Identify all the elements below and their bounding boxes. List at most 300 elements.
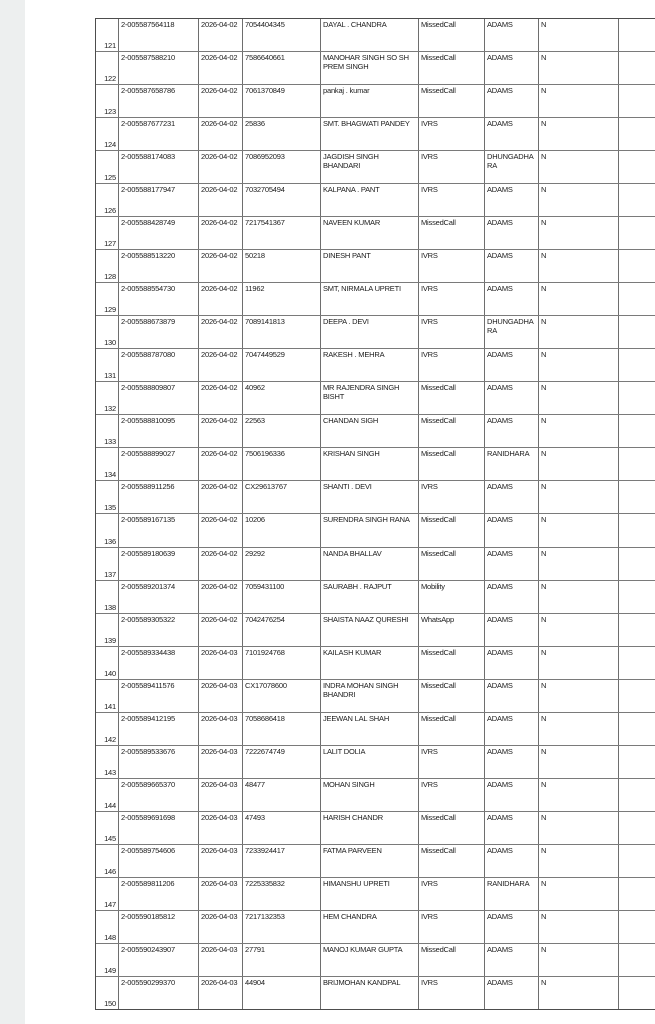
channel: IVRS: [419, 878, 485, 910]
record-id: 2-005589305322: [119, 614, 199, 646]
area: ADAMS: [485, 19, 539, 51]
customer-name: BRIJMOHAN KANDPAL: [321, 977, 419, 1009]
record-date: 2026-04-02: [199, 581, 243, 613]
flag: N: [539, 448, 619, 480]
customer-name: SMT. BHAGWATI PANDEY: [321, 118, 419, 150]
row-number: 124: [96, 118, 119, 150]
table-row: [96, 911, 655, 944]
area: ADAMS: [485, 812, 539, 844]
phone-or-code: 7061370849: [243, 85, 321, 117]
area: RANIDHARA: [485, 878, 539, 910]
flag: N: [539, 283, 619, 315]
area: DHUNGADHARA: [485, 316, 539, 348]
row-number: 148: [96, 911, 119, 943]
area: ADAMS: [485, 415, 539, 447]
flag: N: [539, 812, 619, 844]
channel: IVRS: [419, 118, 485, 150]
channel: MissedCall: [419, 944, 485, 976]
phone-or-code: 7217541367: [243, 217, 321, 249]
record-date: 2026-04-03: [199, 779, 243, 811]
customer-name: DEEPA . DEVI: [321, 316, 419, 348]
record-id: 2-005589811206: [119, 878, 199, 910]
customer-name: pankaj . kumar: [321, 85, 419, 117]
channel: MissedCall: [419, 548, 485, 580]
record-id: 2-005587677231: [119, 118, 199, 150]
record-date: 2026-04-03: [199, 944, 243, 976]
record-id: 2-005588554730: [119, 283, 199, 315]
phone-or-code: 7101924768: [243, 647, 321, 679]
phone-or-code: 27791: [243, 944, 321, 976]
customer-name: SAURABH . RAJPUT: [321, 581, 419, 613]
record-id: 2-005589691698: [119, 812, 199, 844]
row-number: 145: [96, 812, 119, 844]
customer-name: SHAISTA NAAZ QURESHI: [321, 614, 419, 646]
customer-name: NANDA BHALLAV: [321, 548, 419, 580]
phone-or-code: 7586640661: [243, 52, 321, 84]
customer-name: DAYAL . CHANDRA: [321, 19, 419, 51]
phone-or-code: 22563: [243, 415, 321, 447]
record-date: 2026-04-02: [199, 614, 243, 646]
row-number: 144: [96, 779, 119, 811]
record-id: 2-005589754606: [119, 845, 199, 877]
table-row: [96, 184, 655, 217]
phone-or-code: 7047449529: [243, 349, 321, 381]
record-date: 2026-04-03: [199, 977, 243, 1009]
table-row: [96, 481, 655, 514]
phone-or-code: 7086952093: [243, 151, 321, 183]
table-row: [96, 581, 655, 614]
flag: N: [539, 415, 619, 447]
row-number: 123: [96, 85, 119, 117]
row-number: 150: [96, 977, 119, 1009]
phone-or-code: 7032705494: [243, 184, 321, 216]
record-date: 2026-04-03: [199, 713, 243, 745]
record-date: 2026-04-02: [199, 481, 243, 513]
area: ADAMS: [485, 250, 539, 282]
channel: IVRS: [419, 779, 485, 811]
table-row: [96, 382, 655, 415]
row-number: 128: [96, 250, 119, 282]
empty-cell: [619, 581, 655, 613]
row-number: 126: [96, 184, 119, 216]
empty-cell: [619, 746, 655, 778]
flag: N: [539, 845, 619, 877]
flag: N: [539, 713, 619, 745]
flag: N: [539, 118, 619, 150]
record-date: 2026-04-03: [199, 647, 243, 679]
record-date: 2026-04-03: [199, 911, 243, 943]
channel: IVRS: [419, 184, 485, 216]
flag: N: [539, 316, 619, 348]
row-number: 146: [96, 845, 119, 877]
area: ADAMS: [485, 680, 539, 712]
area: ADAMS: [485, 713, 539, 745]
empty-cell: [619, 118, 655, 150]
record-date: 2026-04-02: [199, 52, 243, 84]
record-date: 2026-04-02: [199, 85, 243, 117]
record-date: 2026-04-02: [199, 382, 243, 414]
record-id: 2-005587588210: [119, 52, 199, 84]
row-number: 135: [96, 481, 119, 513]
area: ADAMS: [485, 581, 539, 613]
row-number: 142: [96, 713, 119, 745]
record-date: 2026-04-02: [199, 19, 243, 51]
table-row: [96, 151, 655, 184]
record-id: 2-005589334438: [119, 647, 199, 679]
record-date: 2026-04-02: [199, 283, 243, 315]
table-row: [96, 349, 655, 382]
empty-cell: [619, 845, 655, 877]
phone-or-code: 47493: [243, 812, 321, 844]
row-number: 133: [96, 415, 119, 447]
record-id: 2-005588428749: [119, 217, 199, 249]
customer-name: MR RAJENDRA SINGH BISHT: [321, 382, 419, 414]
phone-or-code: 7059431100: [243, 581, 321, 613]
customer-name: JEEWAN LAL SHAH: [321, 713, 419, 745]
record-id: 2-005588673879: [119, 316, 199, 348]
area: ADAMS: [485, 481, 539, 513]
empty-cell: [619, 349, 655, 381]
row-number: 132: [96, 382, 119, 414]
channel: IVRS: [419, 349, 485, 381]
record-date: 2026-04-03: [199, 680, 243, 712]
row-number: 139: [96, 614, 119, 646]
record-date: 2026-04-03: [199, 746, 243, 778]
channel: MissedCall: [419, 812, 485, 844]
customer-name: CHANDAN SIGH: [321, 415, 419, 447]
area: ADAMS: [485, 746, 539, 778]
empty-cell: [619, 52, 655, 84]
flag: N: [539, 250, 619, 282]
row-number: 127: [96, 217, 119, 249]
flag: N: [539, 911, 619, 943]
phone-or-code: 7506196336: [243, 448, 321, 480]
empty-cell: [619, 514, 655, 546]
row-number: 131: [96, 349, 119, 381]
customer-name: KAILASH KUMAR: [321, 647, 419, 679]
row-number: 143: [96, 746, 119, 778]
channel: IVRS: [419, 481, 485, 513]
table-row: [96, 19, 655, 52]
flag: N: [539, 548, 619, 580]
flag: N: [539, 746, 619, 778]
record-date: 2026-04-02: [199, 448, 243, 480]
table-row: [96, 514, 655, 547]
record-date: 2026-04-02: [199, 250, 243, 282]
flag: N: [539, 680, 619, 712]
row-number: 140: [96, 647, 119, 679]
record-id: 2-005590185812: [119, 911, 199, 943]
channel: MissedCall: [419, 415, 485, 447]
row-number: 147: [96, 878, 119, 910]
record-date: 2026-04-03: [199, 845, 243, 877]
flag: N: [539, 19, 619, 51]
empty-cell: [619, 316, 655, 348]
empty-cell: [619, 382, 655, 414]
area: ADAMS: [485, 349, 539, 381]
channel: MissedCall: [419, 713, 485, 745]
table-row: [96, 548, 655, 581]
empty-cell: [619, 713, 655, 745]
area: ADAMS: [485, 548, 539, 580]
table-row: [96, 878, 655, 911]
empty-cell: [619, 680, 655, 712]
table-row: [96, 647, 655, 680]
channel: IVRS: [419, 151, 485, 183]
empty-cell: [619, 415, 655, 447]
record-date: 2026-04-02: [199, 184, 243, 216]
row-number: 141: [96, 680, 119, 712]
customer-name: HARISH CHANDR: [321, 812, 419, 844]
channel: MissedCall: [419, 514, 485, 546]
area: ADAMS: [485, 514, 539, 546]
flag: N: [539, 581, 619, 613]
channel: IVRS: [419, 911, 485, 943]
table-row: [96, 316, 655, 349]
channel: MissedCall: [419, 19, 485, 51]
customer-name: FATMA PARVEEN: [321, 845, 419, 877]
record-date: 2026-04-03: [199, 878, 243, 910]
table-row: [96, 118, 655, 151]
phone-or-code: 7058686418: [243, 713, 321, 745]
phone-or-code: 44904: [243, 977, 321, 1009]
table-row: [96, 812, 655, 845]
customer-name: NAVEEN KUMAR: [321, 217, 419, 249]
record-id: 2-005589412195: [119, 713, 199, 745]
empty-cell: [619, 779, 655, 811]
flag: N: [539, 977, 619, 1009]
customer-name: JAGDISH SINGH BHANDARI: [321, 151, 419, 183]
phone-or-code: 48477: [243, 779, 321, 811]
phone-or-code: 7217132353: [243, 911, 321, 943]
left-margin-strip: [0, 0, 25, 1024]
record-id: 2-005589201374: [119, 581, 199, 613]
call-log-table: [95, 18, 655, 1010]
customer-name: MOHAN SINGH: [321, 779, 419, 811]
record-id: 2-005588911256: [119, 481, 199, 513]
area: ADAMS: [485, 779, 539, 811]
record-id: 2-005587564118: [119, 19, 199, 51]
flag: N: [539, 217, 619, 249]
record-date: 2026-04-02: [199, 415, 243, 447]
flag: N: [539, 382, 619, 414]
flag: N: [539, 514, 619, 546]
channel: Mobility: [419, 581, 485, 613]
phone-or-code: 7089141813: [243, 316, 321, 348]
phone-or-code: 7222674749: [243, 746, 321, 778]
area: ADAMS: [485, 283, 539, 315]
channel: MissedCall: [419, 680, 485, 712]
phone-or-code: 7054404345: [243, 19, 321, 51]
record-id: 2-005588513220: [119, 250, 199, 282]
empty-cell: [619, 184, 655, 216]
record-id: 2-005588899027: [119, 448, 199, 480]
row-number: 129: [96, 283, 119, 315]
row-number: 122: [96, 52, 119, 84]
channel: MissedCall: [419, 647, 485, 679]
row-number: 121: [96, 19, 119, 51]
empty-cell: [619, 614, 655, 646]
flag: N: [539, 151, 619, 183]
customer-name: SURENDRA SINGH RANA: [321, 514, 419, 546]
row-number: 130: [96, 316, 119, 348]
flag: N: [539, 52, 619, 84]
record-id: 2-005588177947: [119, 184, 199, 216]
table-row: [96, 779, 655, 812]
table-row: [96, 415, 655, 448]
table-row: [96, 944, 655, 977]
channel: MissedCall: [419, 845, 485, 877]
record-date: 2026-04-02: [199, 118, 243, 150]
flag: N: [539, 779, 619, 811]
customer-name: MANOHAR SINGH SO SH PREM SINGH: [321, 52, 419, 84]
table-row: [96, 250, 655, 283]
customer-name: KALPANA . PANT: [321, 184, 419, 216]
empty-cell: [619, 647, 655, 679]
channel: MissedCall: [419, 382, 485, 414]
flag: N: [539, 944, 619, 976]
customer-name: INDRA MOHAN SINGH BHANDRI: [321, 680, 419, 712]
empty-cell: [619, 19, 655, 51]
record-id: 2-005587658786: [119, 85, 199, 117]
record-date: 2026-04-02: [199, 151, 243, 183]
row-number: 149: [96, 944, 119, 976]
customer-name: SHANTI . DEVI: [321, 481, 419, 513]
area: RANIDHARA: [485, 448, 539, 480]
area: ADAMS: [485, 911, 539, 943]
channel: IVRS: [419, 316, 485, 348]
flag: N: [539, 85, 619, 117]
record-id: 2-005589411576: [119, 680, 199, 712]
channel: MissedCall: [419, 85, 485, 117]
customer-name: HEM CHANDRA: [321, 911, 419, 943]
record-id: 2-005590243907: [119, 944, 199, 976]
record-id: 2-005589533676: [119, 746, 199, 778]
empty-cell: [619, 481, 655, 513]
table-row: [96, 217, 655, 250]
empty-cell: [619, 217, 655, 249]
record-id: 2-005589167135: [119, 514, 199, 546]
channel: MissedCall: [419, 448, 485, 480]
phone-or-code: 11962: [243, 283, 321, 315]
record-id: 2-005590299370: [119, 977, 199, 1009]
area: DHUNGADHARA: [485, 151, 539, 183]
table-body: [96, 19, 655, 1009]
empty-cell: [619, 283, 655, 315]
table-row: [96, 614, 655, 647]
empty-cell: [619, 944, 655, 976]
flag: N: [539, 878, 619, 910]
table-row: [96, 52, 655, 85]
record-date: 2026-04-03: [199, 812, 243, 844]
table-row: [96, 680, 655, 713]
empty-cell: [619, 85, 655, 117]
flag: N: [539, 614, 619, 646]
customer-name: HIMANSHU UPRETI: [321, 878, 419, 910]
area: ADAMS: [485, 977, 539, 1009]
table-row: [96, 845, 655, 878]
record-id: 2-005588174083: [119, 151, 199, 183]
channel: IVRS: [419, 283, 485, 315]
record-date: 2026-04-02: [199, 548, 243, 580]
phone-or-code: 29292: [243, 548, 321, 580]
record-id: 2-005588809807: [119, 382, 199, 414]
customer-name: LALIT DOLIA: [321, 746, 419, 778]
area: ADAMS: [485, 217, 539, 249]
phone-or-code: 40962: [243, 382, 321, 414]
table-row: [96, 746, 655, 779]
area: ADAMS: [485, 944, 539, 976]
empty-cell: [619, 878, 655, 910]
empty-cell: [619, 448, 655, 480]
customer-name: KRISHAN SINGH: [321, 448, 419, 480]
phone-or-code: CX29613767: [243, 481, 321, 513]
channel: WhatsApp: [419, 614, 485, 646]
table-row: [96, 283, 655, 316]
record-date: 2026-04-02: [199, 349, 243, 381]
empty-cell: [619, 151, 655, 183]
empty-cell: [619, 250, 655, 282]
table-row: [96, 85, 655, 118]
record-id: 2-005588787080: [119, 349, 199, 381]
phone-or-code: 7042476254: [243, 614, 321, 646]
empty-cell: [619, 548, 655, 580]
channel: IVRS: [419, 746, 485, 778]
channel: MissedCall: [419, 52, 485, 84]
empty-cell: [619, 911, 655, 943]
customer-name: DINESH PANT: [321, 250, 419, 282]
area: ADAMS: [485, 118, 539, 150]
table-row: [96, 977, 655, 1009]
record-id: 2-005589665370: [119, 779, 199, 811]
flag: N: [539, 481, 619, 513]
customer-name: MANOJ KUMAR GUPTA: [321, 944, 419, 976]
row-number: 137: [96, 548, 119, 580]
phone-or-code: 7233924417: [243, 845, 321, 877]
row-number: 125: [96, 151, 119, 183]
table-row: [96, 448, 655, 481]
record-id: 2-005588810095: [119, 415, 199, 447]
area: ADAMS: [485, 647, 539, 679]
area: ADAMS: [485, 52, 539, 84]
empty-cell: [619, 977, 655, 1009]
flag: N: [539, 349, 619, 381]
row-number: 138: [96, 581, 119, 613]
customer-name: RAKESH . MEHRA: [321, 349, 419, 381]
phone-or-code: 25836: [243, 118, 321, 150]
record-id: 2-005589180639: [119, 548, 199, 580]
phone-or-code: CX17078600: [243, 680, 321, 712]
flag: N: [539, 647, 619, 679]
record-date: 2026-04-02: [199, 316, 243, 348]
table-row: [96, 713, 655, 746]
empty-cell: [619, 812, 655, 844]
area: ADAMS: [485, 85, 539, 117]
record-date: 2026-04-02: [199, 514, 243, 546]
channel: IVRS: [419, 250, 485, 282]
phone-or-code: 10206: [243, 514, 321, 546]
area: ADAMS: [485, 614, 539, 646]
area: ADAMS: [485, 184, 539, 216]
flag: N: [539, 184, 619, 216]
phone-or-code: 50218: [243, 250, 321, 282]
record-date: 2026-04-02: [199, 217, 243, 249]
phone-or-code: 7225335832: [243, 878, 321, 910]
channel: IVRS: [419, 977, 485, 1009]
channel: MissedCall: [419, 217, 485, 249]
area: ADAMS: [485, 845, 539, 877]
row-number: 134: [96, 448, 119, 480]
